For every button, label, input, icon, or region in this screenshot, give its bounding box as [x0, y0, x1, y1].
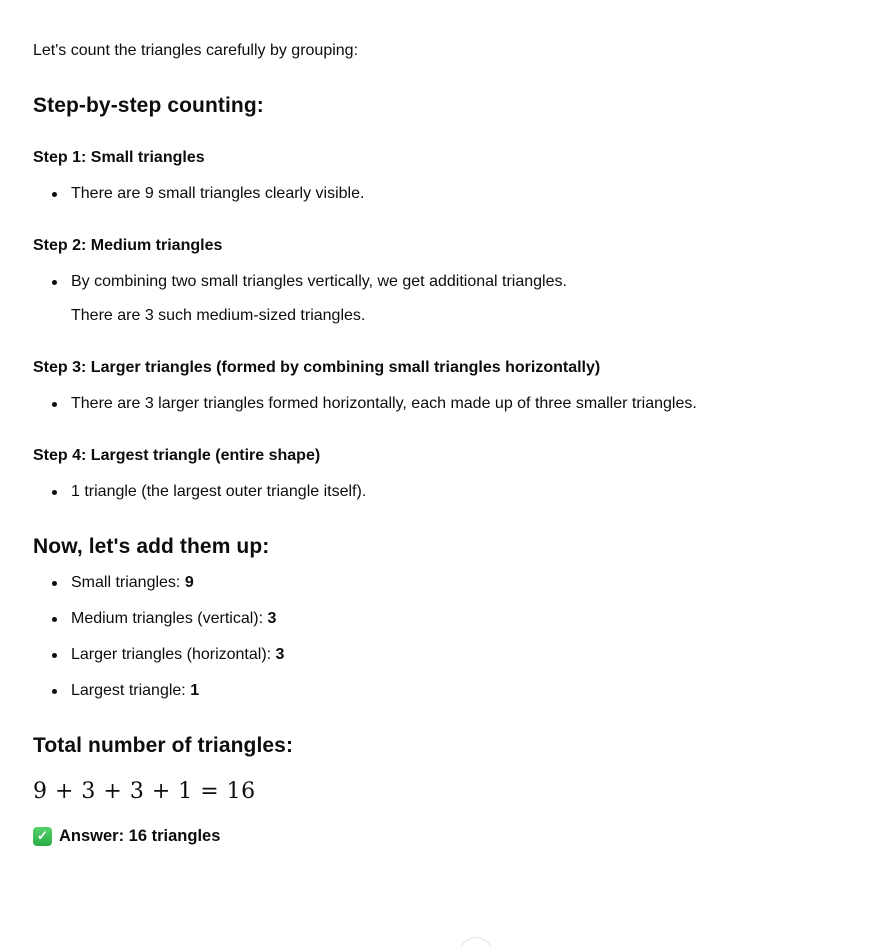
summary-value: 1 [190, 682, 200, 699]
step-1-heading: Step 1: Small triangles [33, 149, 205, 166]
summary-list [33, 569, 837, 705]
step-4-heading: Step 4: Largest triangle (entire shape) [33, 447, 321, 464]
bullet-line-2: There are 3 such medium-sized triangles. [71, 307, 366, 324]
scroll-to-bottom-button[interactable] [459, 937, 493, 947]
list-item [33, 641, 837, 669]
heading-step-by-step-counting: Step-by-step counting: [33, 94, 264, 117]
step-1-list [33, 180, 837, 208]
intro-paragraph: Let's count the triangles carefully by grouping: [33, 42, 359, 59]
heading-add-them-up: Now, let's add them up: [33, 535, 270, 558]
step-2-heading: Step 2: Medium triangles [33, 237, 223, 254]
summary-value: 3 [275, 646, 285, 663]
bullet-line-1: By combining two small triangles vertically, we get additional triangles. [71, 273, 567, 290]
list-item [33, 677, 837, 705]
summary-label: Largest triangle: [71, 682, 191, 699]
summary-value: 3 [267, 610, 277, 627]
heading-total-number: Total number of triangles: [33, 734, 294, 757]
list-item: There are 3 larger triangles formed horizontally, each made up of three smaller triangles. [33, 390, 837, 418]
math-equation: 9 + 3 + 3 + 1 = 16 [33, 779, 256, 804]
summary-label: Larger triangles (horizontal): [71, 646, 276, 663]
list-item [33, 569, 837, 597]
step-4-list [33, 478, 837, 506]
summary-value: 9 [184, 574, 194, 591]
step-2-list [33, 268, 837, 330]
check-mark-icon: ✓ [33, 827, 52, 846]
summary-label: Medium triangles (vertical): [71, 610, 268, 627]
list-item: 1 triangle (the largest outer triangle itself). [33, 478, 837, 506]
list-item: There are 9 small triangles clearly visible. [33, 180, 837, 208]
list-item [33, 605, 837, 633]
answer-line [33, 822, 837, 850]
answer-text: Answer: 16 triangles [59, 827, 221, 845]
summary-label: Small triangles: [71, 574, 185, 591]
step-3-list [33, 390, 837, 418]
list-item [33, 268, 837, 330]
step-3-heading: Step 3: Larger triangles (formed by combining small triangles horizontally) [33, 359, 601, 376]
